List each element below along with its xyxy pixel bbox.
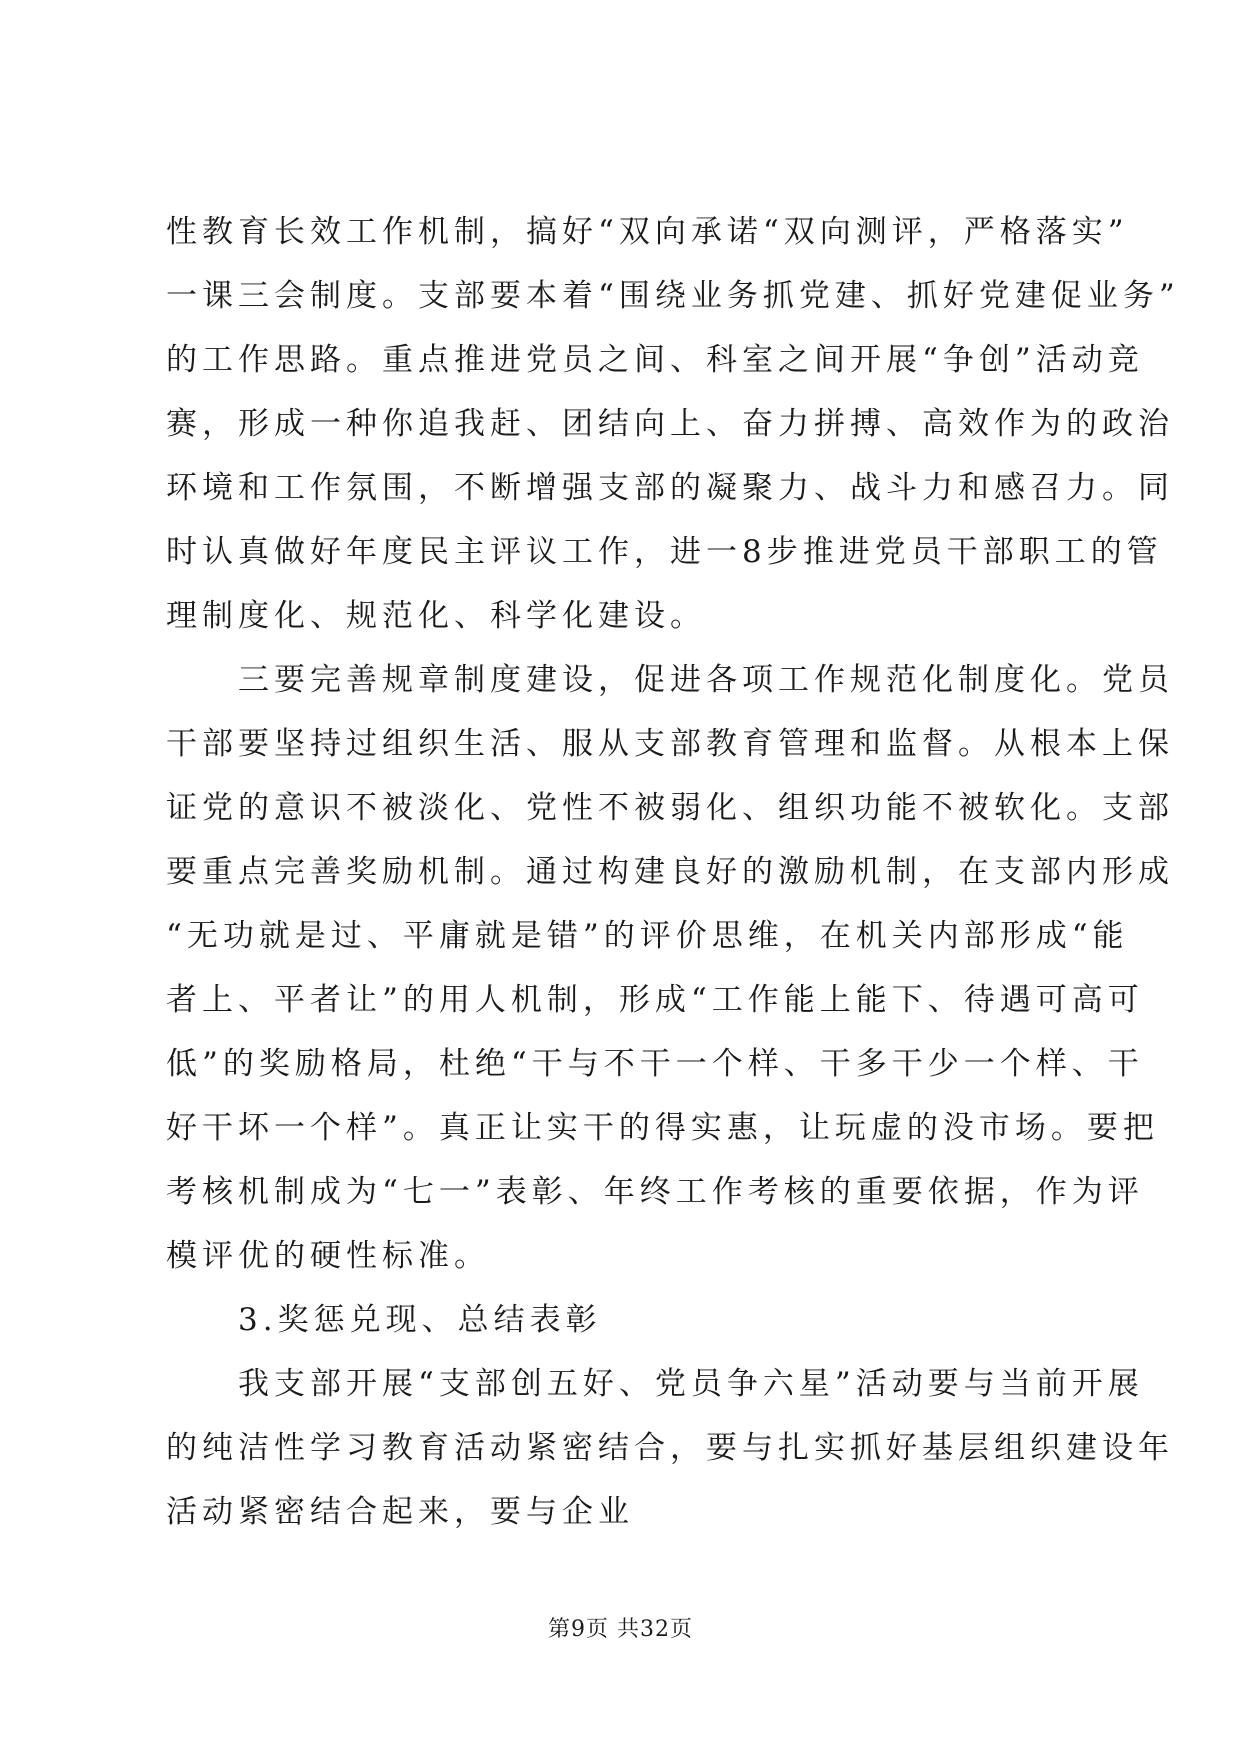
text-line: 低”的奖励格局，杜绝“干与不干一个样、干多干少一个样、干 (166, 1046, 1144, 1082)
text-line: 的纯洁性学习教育活动紧密结合，要与扎实抓好基层组织建设年 (166, 1430, 1174, 1466)
text-line: 好干坏一个样”。真正让实干的得实惠，让玩虚的没市场。要把 (166, 1110, 1159, 1146)
text-line: 的工作思路。重点推进党员之间、科室之间开展“争创”活动竞 (166, 342, 1144, 378)
text-line: 一课三会制度。支部要本着“围绕业务抓党建、抓好党建促业务” (166, 278, 1180, 314)
text-line: 证党的意识不被淡化、党性不被弱化、组织功能不被软化。支部 (166, 790, 1174, 826)
text-line: 者上、平者让”的用人机制，形成“工作能上能下、待遇可高可 (166, 982, 1144, 1018)
text-line: 考核机制成为“七一”表彰、年终工作考核的重要依据，作为评 (166, 1174, 1144, 1210)
text-line: 干部要坚持过组织生活、服从支部教育管理和监督。从根本上保 (166, 726, 1174, 762)
text-line: 三要完善规章制度建设，促进各项工作规范化制度化。党员 (166, 662, 1174, 698)
text-line: 我支部开展“支部创五好、党员争六星”活动要与当前开展 (166, 1366, 1144, 1402)
text-line: 赛，形成一种你追我赶、团结向上、奋力拼搏、高效作为的政治 (166, 406, 1174, 442)
text-line: 理制度化、规范化、科学化建设。 (166, 598, 706, 634)
text-line: “无功就是过、平庸就是错”的评价思维，在机关内部形成“能 (166, 918, 1129, 954)
text-line: 时认真做好年度民主评议工作，进一8步推进党员干部职工的管 (166, 534, 1163, 570)
text-line: 要重点完善奖励机制。通过构建良好的激励机制，在支部内形成 (166, 854, 1174, 890)
text-line: 活动紧密结合起来，要与企业 (166, 1494, 634, 1530)
page-number-footer: 第9页 共32页 (548, 1617, 693, 1642)
text-line: 模评优的硬性标准。 (166, 1238, 490, 1274)
text-line: 性教育长效工作机制，搞好“双向承诺“双向测评，严格落实” (166, 214, 1129, 250)
text-line: 环境和工作氛围，不断增强支部的凝聚力、战斗力和感召力。同 (166, 470, 1174, 506)
section-heading: 3.奖惩兑现、总结表彰 (166, 1302, 602, 1338)
body-text (166, 200, 1180, 1544)
